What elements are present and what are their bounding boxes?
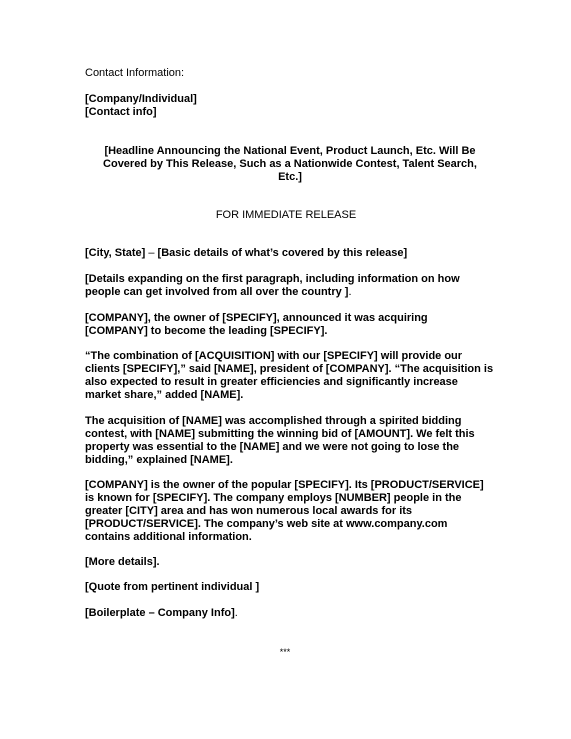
contact-info: [Contact info] — [85, 106, 157, 118]
basic-details: [Basic details of what’s covered by this release] — [157, 247, 408, 259]
more-details: [More details]. — [85, 556, 160, 568]
quote-paragraph: “The combination of [ACQUISITION] with our [SPECIFY] will provide our clients [SPECIFY],” said [NAME], president of [COMPANY]. “The acquisition is also expected to result in greater efficiencies and significantly increase market share,” added [NAME]. — [85, 350, 494, 401]
lead-paragraph — [85, 247, 495, 260]
headline: [Headline Announcing the National Event, Product Launch, Etc. Will Be Covered by This Release, Such as a Nationwide Contest, Talent Search, Etc.] — [103, 145, 477, 183]
acquisition-paragraph: The acquisition of [NAME] was accomplished through a spirited bidding contest, with [NAME] submitting the winning bid of [AMOUNT]. We felt this property was essential to the [NAME] and we were not going to lose the bidding,” explained [NAME]. — [85, 415, 475, 466]
boilerplate-period: . — [234, 607, 238, 619]
contact-label: Contact Information: — [85, 67, 185, 79]
release-label: FOR IMMEDIATE RELEASE — [215, 209, 357, 221]
company-paragraph: [COMPANY], the owner of [SPECIFY], announced it was acquiring [COMPANY] to become the leading [SPECIFY]. — [85, 312, 428, 337]
city-state: [City, State] — [85, 247, 146, 259]
details-paragraph — [85, 273, 485, 299]
dash: – — [145, 247, 158, 259]
details-expanding: [Details expanding on the first paragraph, including information on how people can get involved from all over the country ] — [85, 273, 460, 298]
details-period: . — [348, 286, 352, 298]
company-individual: [Company/Individual] — [85, 93, 197, 105]
end-marker: *** — [279, 647, 291, 657]
boilerplate: [Boilerplate – Company Info] — [85, 607, 235, 619]
quote-pertinent: [Quote from pertinent individual ] — [85, 581, 260, 593]
owner-paragraph: [COMPANY] is the owner of the popular [SPECIFY]. Its [PRODUCT/SERVICE] is known for [SPECIFY]. The company employs [NUMBER] people in the greater [CITY] area and has won numerous local awards for its [PRODUCT/SERVICE]. The company’s web site at www.company.com contains additional information. — [85, 479, 484, 543]
boilerplate-paragraph — [85, 607, 495, 620]
